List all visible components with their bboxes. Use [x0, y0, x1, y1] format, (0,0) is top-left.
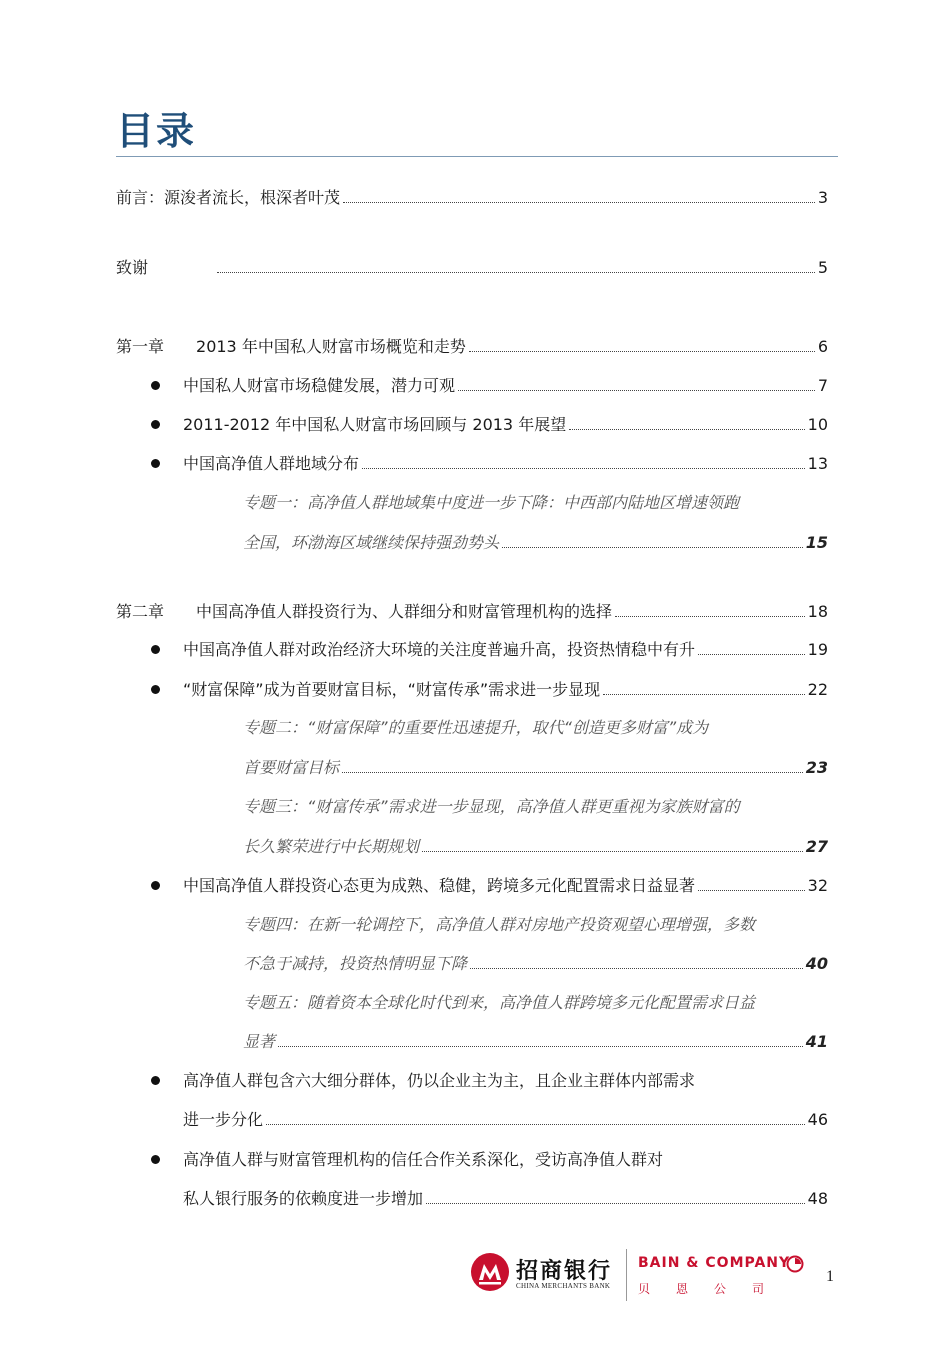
toc-page-number: 15 [805, 533, 828, 552]
bullet-icon [151, 1076, 160, 1085]
toc-leader [458, 390, 815, 391]
toc-entry-text: 私人银行服务的依赖度进一步增加 [183, 1189, 424, 1208]
toc-entry-ch1-item-3[interactable] [183, 454, 828, 474]
toc-entry-ch2-item-3[interactable] [183, 876, 828, 896]
chapter-label: 第一章 [116, 337, 165, 356]
toc-entry-preface[interactable] [116, 188, 828, 208]
cmb-name-en: CHINA MERCHANTS BANK [516, 1282, 611, 1290]
toc-leader [343, 202, 815, 203]
toc-entry-text: 全国，环渤海区域继续保持强劲势头 [243, 533, 500, 552]
toc-entry-text: 长久繁荣进行中长期规划 [243, 837, 420, 856]
toc-leader [615, 616, 805, 617]
toc-entry-text: 中国高净值人群地域分布 [183, 454, 360, 473]
toc-page-number: 41 [805, 1032, 828, 1051]
bullet-icon [151, 381, 160, 390]
toc-page-number: 10 [807, 415, 828, 434]
toc-page-number: 46 [807, 1110, 828, 1129]
toc-page-number: 6 [817, 337, 828, 356]
toc-entry-text: 中国私人财富市场稳健发展，潜力可观 [183, 376, 456, 395]
logo-divider [626, 1249, 627, 1301]
footer-logos [466, 1246, 836, 1302]
toc-entry-ch2-item-2[interactable] [183, 680, 828, 700]
toc-entry-text: 显著 [243, 1032, 276, 1051]
toc-entry-text: 致谢 [116, 258, 149, 277]
toc-entry-text: 2013 年中国私人财富市场概览和走势 [196, 337, 466, 356]
toc-entry-chapter-2[interactable] [116, 602, 828, 622]
toc-page-number: 22 [807, 680, 828, 699]
bullet-icon [151, 645, 160, 654]
cmb-logo-icon [470, 1252, 510, 1292]
toc-leader [362, 468, 805, 469]
toc-leader [266, 1124, 805, 1125]
toc-entry-text: “财富保障”成为首要财富目标，“财富传承”需求进一步显现 [183, 680, 601, 699]
toc-entry-text: 中国高净值人群对政治经济大环境的关注度普遍升高，投资热情稳中有升 [183, 640, 696, 659]
bullet-icon [151, 1155, 160, 1164]
toc-page-number: 3 [817, 188, 828, 207]
toc-entry-ch2-item-5[interactable] [183, 1189, 828, 1209]
toc-entry-topic-3[interactable] [243, 837, 828, 857]
toc-page-number: 5 [817, 258, 828, 277]
chapter-label: 第二章 [116, 602, 165, 621]
toc-entry-text: 中国高净值人群投资心态更为成熟、稳健，跨境多元化配置需求日益显著 [183, 876, 696, 895]
toc-entry-topic-1[interactable] [243, 533, 828, 553]
bullet-icon [151, 685, 160, 694]
toc-entry-ch1-item-1[interactable] [183, 376, 828, 396]
toc-entry-thanks[interactable] [116, 258, 828, 278]
toc-leader [217, 272, 815, 273]
toc-leader [698, 890, 805, 891]
cmb-name-cn: 招商银行 [516, 1259, 613, 1284]
toc-entry-ch2-item-1[interactable] [183, 640, 828, 660]
toc-entry-ch1-item-2[interactable] [183, 415, 828, 435]
toc-topic-2-line-1[interactable]: 专题二：“财富保障”的重要性迅速提升，取代“创造更多财富”成为 [243, 718, 709, 737]
toc-leader [470, 968, 803, 969]
toc-leader [502, 547, 803, 548]
toc-entry-topic-5[interactable] [243, 1032, 828, 1052]
toc-entry-text: 2011-2012 年中国私人财富市场回顾与 2013 年展望 [183, 415, 567, 434]
toc-entry-text: 前言：源浚者流长，根深者叶茂 [116, 188, 341, 207]
toc-leader [469, 351, 815, 352]
toc-entry-ch2-item-4[interactable] [183, 1110, 828, 1130]
toc-topic-3-line-1[interactable]: 专题三：“财富传承”需求进一步显现，高净值人群更重视为家族财富的 [243, 797, 740, 816]
bain-name-cn: 贝恩公司 [638, 1282, 791, 1296]
toc-ch2-item-4-line-1[interactable]: 高净值人群包含六大细分群体，仍以企业主为主，且企业主群体内部需求 [183, 1071, 696, 1090]
toc-topic-4-line-1[interactable]: 专题四：在新一轮调控下，高净值人群对房地产投资观望心理增强，多数 [243, 915, 756, 934]
toc-ch2-item-5-line-1[interactable]: 高净值人群与财富管理机构的信任合作关系深化，受访高净值人群对 [183, 1150, 664, 1169]
title-divider [116, 156, 838, 157]
toc-page-number: 23 [805, 758, 828, 777]
toc-topic-5-line-1[interactable]: 专题五：随着资本全球化时代到来，高净值人群跨境多元化配置需求日益 [243, 993, 756, 1012]
toc-page-number: 27 [805, 837, 828, 856]
toc-leader [422, 851, 803, 852]
toc-leader [569, 429, 804, 430]
toc-entry-text: 首要财富目标 [243, 758, 340, 777]
page-title: 目录 [116, 109, 197, 153]
bain-name-en: BAIN & COMPANY [638, 1255, 791, 1271]
toc-topic-1-line-1[interactable]: 专题一：高净值人群地域集中度进一步下降：中西部内陆地区增速领跑 [243, 493, 740, 512]
bullet-icon [151, 420, 160, 429]
toc-entry-text: 中国高净值人群投资行为、人群细分和财富管理机构的选择 [196, 602, 613, 621]
toc-leader [278, 1046, 803, 1047]
toc-leader [698, 654, 805, 655]
toc-entry-text: 不急于减持，投资热情明显下降 [243, 954, 468, 973]
bain-logo-icon [786, 1255, 804, 1273]
page-number: 1 [826, 1268, 834, 1285]
toc-entry-text: 进一步分化 [183, 1110, 264, 1129]
toc-entry-topic-2[interactable] [243, 758, 828, 778]
toc-leader [342, 772, 803, 773]
toc-leader [603, 694, 804, 695]
toc-entry-topic-4[interactable] [243, 954, 828, 974]
toc-page-number: 48 [807, 1189, 828, 1208]
toc-page-number: 18 [807, 602, 828, 621]
toc-page-number: 19 [807, 640, 828, 659]
bullet-icon [151, 881, 160, 890]
toc-page-number: 32 [807, 876, 828, 895]
toc-leader [426, 1203, 805, 1204]
toc-page-number: 40 [805, 954, 828, 973]
toc-page-number: 7 [817, 376, 828, 395]
toc-page-number: 13 [807, 454, 828, 473]
toc-entry-chapter-1[interactable] [116, 337, 828, 357]
bullet-icon [151, 459, 160, 468]
